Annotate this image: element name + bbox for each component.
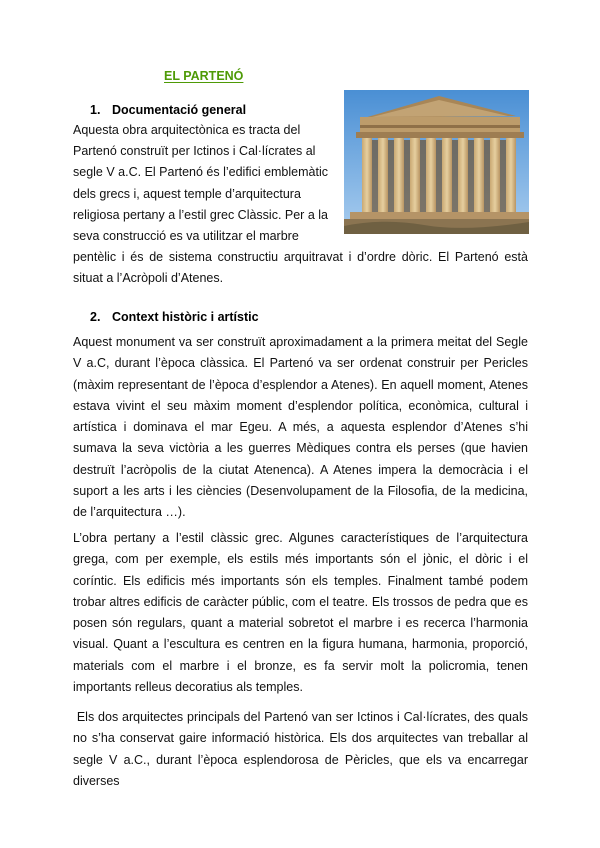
section-1-wrapped-line-3: segle V a.C. El Partenó és l’edifici emblemàtic <box>73 165 328 179</box>
section-2-paragraph-1: Aquest monument va ser construït aproximadament a la primera meitat del Segle V a.C, durant l’època clàssica. El Partenó va ser ordenat construir per Pericles (màxim representant de l’època d’esplendor a Atenes). En aquell moment, Atenes estava vivint el seu màxim moment d’esplendor política, econòmica, cultural i artística i dominava el mar Egeu. A més, a aquesta esplendor d’Atenes s’hi sumava la seva victòria a les guerres Mèdiques contra els perses (que havien destruït l’acròpolis de la ciutat Atenenca). A Atenes impera la democràcia i el suport a les arts i les ciències (Desenvolupament de la Filosofia, de la medicina, de l’arquitectura …). <box>73 335 528 520</box>
section-1-wrapped-line-2: Partenó construït per Ictinos i Cal·lícrates al <box>73 144 316 158</box>
section-2-paragraph-2: L’obra pertany a l’estil clàssic grec. Algunes característiques de l’arquitectura grega, com per exemple, els estils més importants són el jònic, el dòric i el coríntic. Els edificis més importants són els temples. Finalment també podem trobar altres edificis de caràcter públic, com el teatre. Els trossos de pedra que es posen són regulars, quant a material sobretot el marbre i es recerca l’harmonia visual. Quant a l’escultura es centren en la figura humana, harmonia, proporció, materials com el marbre i el bronze, es fa servir molt la policromia, tenen importants relleus decoratius als temples. <box>73 531 528 695</box>
section-2-title: Context històric i artístic <box>112 310 259 324</box>
section-1-wrapped-line-5: religiosa pertany a l’estil grec Clàssic. Per a la <box>73 208 328 222</box>
section-1-number: 1. <box>90 103 101 117</box>
section-2-paragraph-3: Els dos arquitectes principals del Partenó van ser Ictinos i Cal·lícrates, des quals no s’ha conservat gaire informació històrica. Els dos arquitectes van treballar al segle V a.C., durant l’època esplendorosa de Pèricles, que els va encarregar diverses <box>73 710 532 788</box>
section-1-title: Documentació general <box>112 103 247 117</box>
section-1-paragraph-end: pentèlic i és de sistema constructiu arquitravat i d’ordre dòric. El Partenó està situat a l’Acròpoli d’Atenes. <box>73 250 528 286</box>
document-title: EL PARTENÓ <box>164 69 244 83</box>
section-1-wrapped-line-4: dels grecs i, aquest temple d’arquitectura <box>73 187 301 201</box>
section-1-heading <box>90 103 246 117</box>
section-2-number: 2. <box>90 310 101 324</box>
parthenon-image <box>344 90 529 234</box>
parthenon-photo <box>344 90 529 234</box>
section-1-wrapped-line-1: Aquesta obra arquitectònica es tracta del <box>73 123 301 137</box>
section-2-heading <box>90 310 259 324</box>
section-1-wrapped-line-6: seva construcció es va utilitzar el marbre <box>73 229 299 243</box>
